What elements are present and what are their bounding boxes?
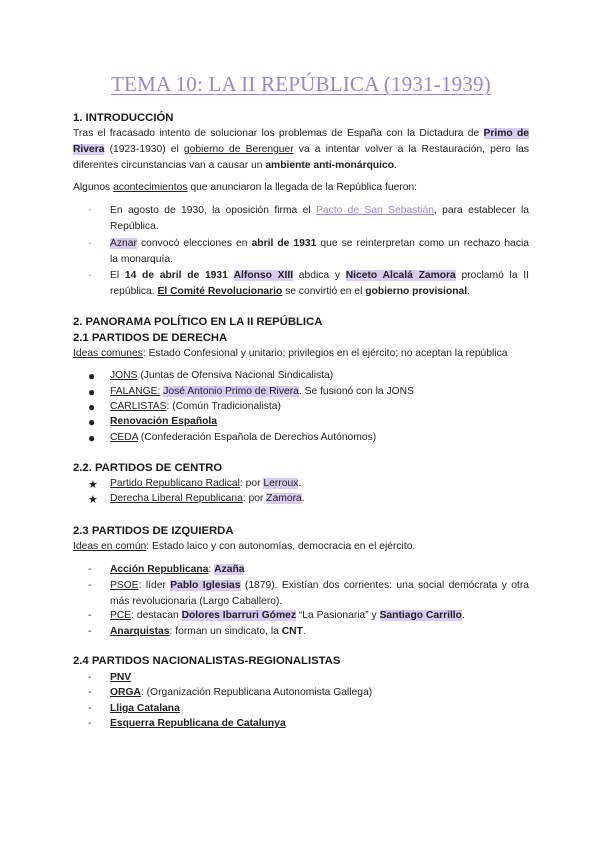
text: En agosto de 1930, la oposición firma el: [110, 205, 316, 216]
ideas-comunes: [73, 346, 529, 362]
party-name: FALANGE:: [110, 386, 161, 397]
party-name: PSOE: [110, 580, 139, 591]
text: que anunciaron la llegada de la República fueron:: [187, 182, 418, 193]
text: se convirtió en el: [282, 286, 366, 298]
ideas-label: Ideas en común: [73, 541, 147, 552]
highlight-rivera: Rivera: [73, 144, 105, 155]
party-anarquistas: [110, 624, 306, 640]
highlight-azana: Azaña: [214, 564, 245, 575]
highlight-dolores-ibarruri: Dolores Ibarruri Gómez: [181, 610, 296, 621]
gobierno-provisional: gobierno provisional: [365, 286, 468, 298]
dash-marker: -: [88, 672, 92, 683]
subheading-centro: 2.2. PARTIDOS DE CENTRO: [73, 462, 223, 474]
text: Tras el fracasado intento de solucionar los problemas de España con la Dictadura de: [73, 128, 484, 139]
text: : destacan: [131, 610, 182, 621]
intro-line-1: [73, 126, 529, 142]
party-name: Renovación Española: [110, 416, 218, 427]
bullet-marker: ●: [88, 431, 96, 445]
abril-1931: abril de 1931: [251, 238, 317, 249]
text: : líder: [138, 580, 171, 591]
party-name: Lliga Catalana: [110, 703, 180, 714]
text: .: [461, 610, 465, 621]
event-2-line-2: la monarquía.: [110, 254, 173, 266]
party-name: JONS: [110, 370, 138, 381]
subheading-nacionalistas: 2.4 PARTIDOS NACIONALISTAS-REGIONALISTAS: [73, 655, 341, 667]
party-name: ORGA: [110, 687, 141, 698]
dash-marker: -: [88, 626, 92, 637]
highlight-lerroux: Lerroux: [263, 478, 299, 489]
text: diferentes circunstancias van a causar un: [73, 160, 266, 171]
psoe-line-1: [110, 578, 529, 594]
star-marker: ★: [88, 494, 98, 506]
intro-paragraph-2: [73, 180, 529, 196]
text: (1923-1930) el: [104, 144, 184, 155]
text: (Confederación Española de Derechos Autónomos): [138, 432, 377, 443]
party-pce: [110, 608, 465, 624]
dash-marker: -: [88, 238, 92, 249]
event-3-line-2: [110, 284, 529, 300]
party-name: Esquerra Republicana de Catalunya: [110, 718, 286, 729]
party-name: CEDA: [110, 432, 139, 443]
section-heading-panorama: 2. PANORAMA POLÍTICO EN LA II REPÚBLICA: [73, 316, 323, 328]
text: .: [467, 286, 470, 298]
event-1-line-1: [110, 203, 529, 219]
party-name: CARLISTAS: [110, 401, 167, 412]
cnt: CNT: [281, 626, 303, 637]
dash-marker: -: [88, 687, 92, 698]
bullet-marker: ●: [88, 385, 96, 399]
text: Algunos: [73, 182, 114, 193]
text: va a intentar volver a la Restauración, pero las: [293, 144, 529, 155]
text: [228, 270, 234, 281]
text: El: [110, 270, 125, 281]
event-item-2: [110, 236, 529, 269]
section-heading-introduccion: 1. INTRODUCCIÓN: [73, 112, 174, 124]
text: (Juntas de Ofensiva Nacional Sindicalista): [137, 370, 334, 381]
fecha-14-abril: 14 de abril de 1931: [124, 270, 228, 281]
page-title: TEMA 10: LA II REPÚBLICA (1931-1939): [111, 72, 491, 96]
psoe-line-2: más revolucionaria (Largo Caballero).: [110, 596, 283, 608]
text: , para establecer la: [433, 205, 529, 216]
text: abdica y: [293, 270, 346, 281]
ambiente-anti-monarquico: ambiente anti-monárquico: [265, 160, 395, 171]
dash-marker: -: [88, 610, 92, 621]
party-derecha-liberal: [110, 491, 305, 507]
dash-marker: -: [88, 205, 92, 216]
text: . Se fusionó con la JONS: [298, 386, 414, 397]
text: : por: [242, 493, 267, 504]
text: .: [302, 626, 306, 637]
party-name: Derecha Liberal Republicana: [110, 493, 243, 504]
bullet-marker: ●: [88, 369, 96, 383]
text: (1879). Existían dos corrientes: una social demócrata y otra: [240, 580, 529, 591]
party-carlistas: [110, 399, 281, 415]
party-radical: [110, 476, 301, 492]
text: : Estado laico y con autonomías, democracia en el ejército.: [146, 541, 416, 552]
text: : por: [239, 478, 264, 489]
comite-revolucionario: El Comité Revolucionario: [157, 286, 283, 298]
dash-marker: -: [88, 580, 92, 591]
party-psoe: [110, 578, 529, 611]
ideas-label: Ideas comunes: [73, 348, 143, 359]
dash-marker: -: [88, 564, 92, 575]
text: república.: [110, 286, 158, 298]
text: : Estado Confesional y unitario; privilegios en el ejército; no aceptan la república: [142, 348, 508, 359]
text: : forman un sindicato, la: [169, 626, 282, 637]
party-pnv: [110, 670, 131, 686]
party-renovacion: [110, 414, 217, 430]
text: : (Organización Republicana Autonomista Gallega): [140, 687, 373, 698]
intro-line-2: [73, 142, 529, 158]
party-name: Anarquistas: [110, 626, 170, 637]
text: .: [301, 493, 305, 504]
text: : (Común Tradicionalista): [166, 401, 281, 412]
party-name: PNV: [110, 672, 132, 683]
bullet-marker: ●: [88, 400, 96, 414]
party-esquerra: [110, 716, 286, 732]
subheading-izquierda: 2.3 PARTIDOS DE IZQUIERDA: [73, 525, 234, 537]
highlight-alfonso-xiii: Alfonso XIII: [233, 270, 294, 281]
gobierno-berenguer: gobierno de Berenguer: [183, 144, 294, 155]
intro-line-3: [73, 158, 529, 174]
acontecimientos: acontecimientos: [113, 182, 188, 193]
dash-marker: -: [88, 270, 92, 281]
bullet-marker: ●: [88, 415, 96, 429]
event-3-line-1: [110, 268, 529, 284]
highlight-jose-antonio: José Antonio Primo de Rivera: [163, 386, 299, 397]
event-1-line-2: República.: [110, 221, 159, 233]
text: .: [298, 478, 302, 489]
text: proclamó la II: [455, 270, 529, 281]
text: “La Pasionaria” y: [296, 610, 380, 621]
party-name: Acción Republicana: [110, 564, 209, 575]
pacto-san-sebastian-link[interactable]: Pacto de San Sebastián: [315, 205, 434, 216]
highlight-primo-de-rivera: Primo de: [483, 128, 529, 139]
highlight-niceto-alcala-zamora: Niceto Alcalá Zamora: [345, 270, 456, 281]
party-accion-republicana: [110, 562, 244, 578]
highlight-pablo-iglesias: Pablo Iglesias: [170, 580, 241, 591]
event-2-line-1: [110, 236, 529, 252]
ideas-en-comun: [73, 539, 529, 555]
event-item-1: [110, 203, 529, 236]
party-jons: [110, 368, 333, 384]
party-lliga: [110, 701, 180, 717]
dash-marker: -: [88, 718, 92, 729]
star-marker: ★: [88, 479, 98, 491]
text: que se reinterpretan como un rechazo hacia: [316, 238, 529, 249]
text: convocó elecciones en: [136, 238, 252, 249]
highlight-zamora: Zamora: [266, 493, 302, 504]
text: :: [208, 564, 215, 575]
party-name: Partido Republicano Radical: [110, 478, 240, 489]
text: .: [394, 160, 397, 171]
party-falange: [110, 384, 414, 400]
subheading-derecha: 2.1 PARTIDOS DE DERECHA: [73, 332, 228, 344]
event-item-3: [110, 268, 529, 301]
dash-marker: -: [88, 703, 92, 714]
party-orga: [110, 685, 372, 701]
party-name: PCE: [110, 610, 132, 621]
party-ceda: [110, 430, 376, 446]
highlight-santiago-carrillo: Santiago Carrillo: [379, 610, 462, 621]
highlight-aznar: Aznar: [110, 238, 137, 249]
